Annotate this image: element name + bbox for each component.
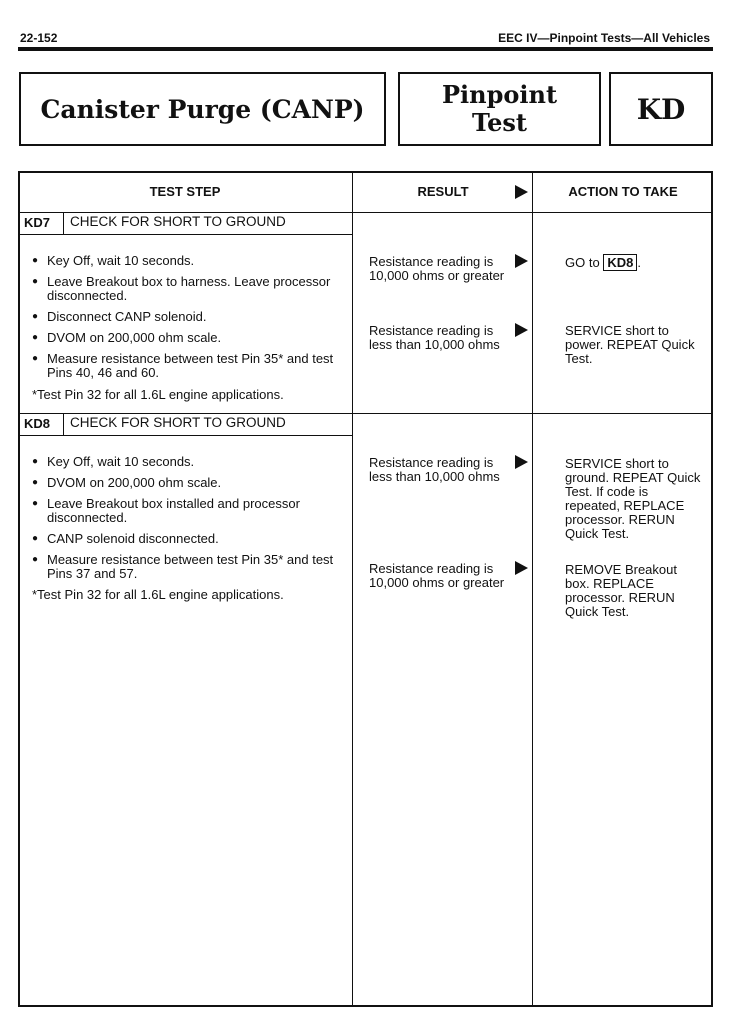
header-rule — [18, 47, 713, 51]
kd7-step-id: KD7 — [24, 215, 51, 230]
goto-kd8-link[interactable]: KD8 — [603, 254, 637, 271]
kd8-instruction-5: ● Measure resistance between test Pin 35* and test Pins 37 and 57. — [32, 553, 342, 581]
kd7-step-title: CHECK FOR SHORT TO GROUND — [70, 214, 286, 229]
kd7-action-1 — [565, 254, 705, 271]
kd8-instruction-1: ● Key Off, wait 10 seconds. — [32, 455, 342, 469]
test-title: Canister Purge (CANP) — [40, 94, 365, 124]
kd8-action-1: SERVICE short to ground. REPEAT Quick Test. If code is repeated, REPLACE processor. RERUN Quick Test. — [565, 456, 701, 541]
kd8-result-2-arrow-icon — [515, 561, 528, 575]
kd7-action-1-prefix: GO to — [565, 255, 600, 270]
kd7-title-bottom-rule — [18, 234, 353, 235]
test-code: KD — [636, 92, 686, 126]
pinpoint-test-box — [398, 72, 601, 146]
kd7-instruction-3: ● Disconnect CANP solenoid. — [32, 310, 342, 324]
kd8-result-1: Resistance reading is less than 10,000 ohms — [369, 455, 500, 484]
kd8-instruction-2: ● DVOM on 200,000 ohm scale. — [32, 476, 342, 490]
column-header-result: RESULT — [417, 184, 469, 199]
page-number: 22-152 — [20, 31, 58, 45]
kd8-step-id: KD8 — [24, 416, 51, 431]
kd7-instruction-2: ● Leave Breakout box to harness. Leave processor disconnected. — [32, 275, 342, 303]
kd8-result-2: Resistance reading is 10,000 ohms or greater — [369, 561, 505, 590]
kd7-instruction-4: ● DVOM on 200,000 ohm scale. — [32, 331, 342, 345]
kd8-footnote: *Test Pin 32 for all 1.6L engine applications. — [32, 587, 284, 602]
kd8-result-1-arrow-icon — [515, 455, 528, 469]
row-separator — [18, 413, 713, 414]
column-divider-2 — [532, 171, 533, 1007]
kd8-instructions — [32, 455, 342, 588]
kd8-action-2: REMOVE Breakout box. REPLACE processor. RERUN Quick Test. — [565, 562, 677, 619]
column-divider-1 — [352, 171, 353, 1007]
kd8-step-title: CHECK FOR SHORT TO GROUND — [70, 415, 286, 430]
kd7-footnote: *Test Pin 32 for all 1.6L engine applications. — [32, 387, 284, 402]
test-title-box — [19, 72, 386, 146]
kd7-id-divider — [63, 212, 64, 234]
kd7-instructions — [32, 254, 342, 387]
column-header-action: ACTION TO TAKE — [568, 184, 678, 199]
header-arrow-icon — [515, 185, 528, 199]
pinpoint-label-line2: Test — [472, 108, 527, 137]
kd8-title-bottom-rule — [18, 435, 353, 436]
running-head: EEC IV—Pinpoint Tests—All Vehicles — [498, 31, 710, 45]
kd8-instruction-3: ● Leave Breakout box installed and processor disconnected. — [32, 497, 342, 525]
column-header-test-step: TEST STEP — [149, 184, 221, 199]
kd7-result-2-arrow-icon — [515, 323, 528, 337]
header-bottom-rule — [18, 212, 713, 213]
kd8-id-divider — [63, 413, 64, 435]
kd7-result-1: Resistance reading is 10,000 ohms or greater — [369, 254, 505, 283]
test-code-box — [609, 72, 713, 146]
kd7-result-2: Resistance reading is less than 10,000 ohms — [369, 323, 500, 352]
pinpoint-label-line1: Pinpoint — [441, 80, 558, 109]
kd7-instruction-1: ● Key Off, wait 10 seconds. — [32, 254, 342, 268]
kd7-action-1-suffix: . — [637, 255, 641, 270]
kd8-instruction-4: ● CANP solenoid disconnected. — [32, 532, 342, 546]
kd7-action-2: SERVICE short to power. REPEAT Quick Test. — [565, 323, 695, 366]
kd7-instruction-5: ● Measure resistance between test Pin 35* and test Pins 40, 46 and 60. — [32, 352, 342, 380]
kd7-result-1-arrow-icon — [515, 254, 528, 268]
